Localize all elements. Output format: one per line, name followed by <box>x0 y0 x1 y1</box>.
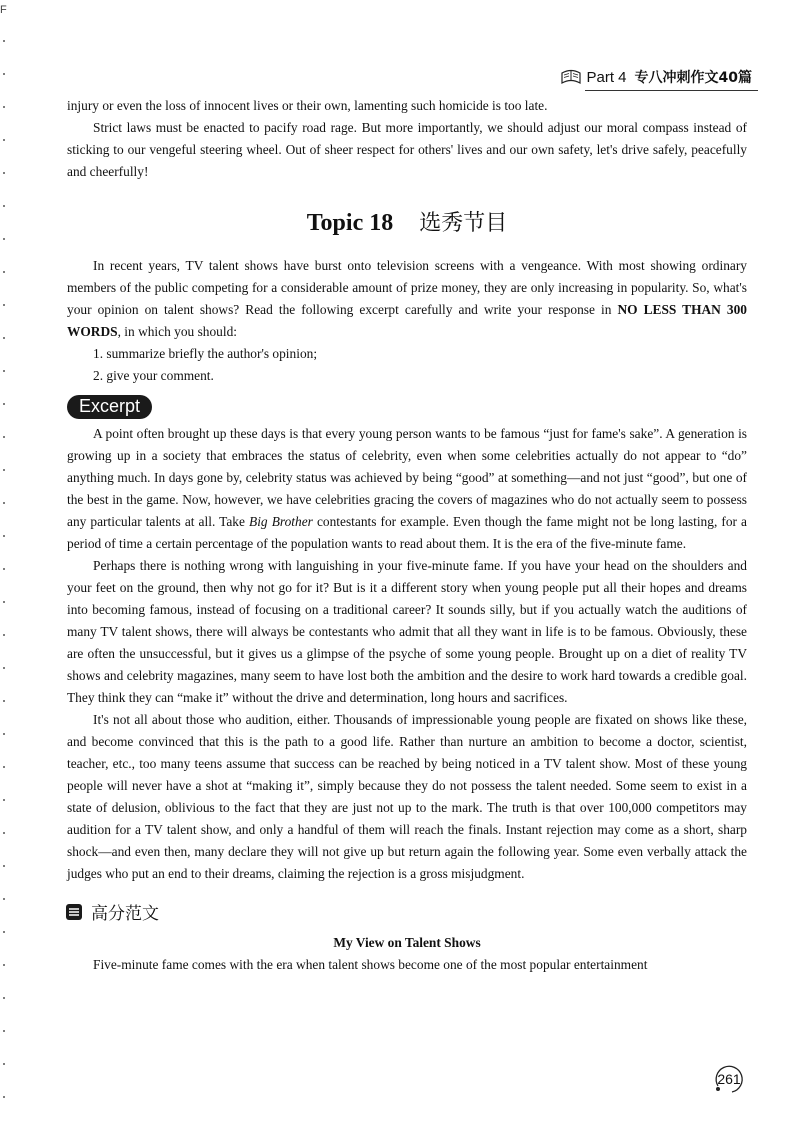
margin-dot <box>3 436 5 438</box>
excerpt-p1-text-a: A point often brought up these days is that every young person wants to be famous “just for fame's sake”. A generation is growing up in a society that embraces the status of celebrity, even when some celebrities actually do not appear to “do” anything much. In days gone by, celebrity status was achieved by being “good” at something—and not just “good”, but one of the best in the game. Now, however, we have celebrities gracing the covers of magazines who do not actually seem to possess any particular talents at all. Take <box>67 426 747 529</box>
margin-dot <box>3 271 5 273</box>
margin-dot <box>3 601 5 603</box>
intro-paragraph-1: injury or even the loss of innocent lives or their own, lamenting such homicide is too late. <box>67 98 548 113</box>
margin-dot <box>3 799 5 801</box>
topic-label: Topic 18 <box>306 210 394 236</box>
topic-title-cn: 选秀节目 <box>419 211 508 236</box>
margin-dot <box>3 733 5 735</box>
essay-title: My View on Talent Shows <box>333 935 481 950</box>
book-logo-icon <box>560 67 582 87</box>
margin-dot <box>3 238 5 240</box>
intro-paragraph-2: Strict laws must be enacted to pacify road rage. But more importantly, we should adjust our moral compass instead of sticking to our vengeful steering wheel. Out of sheer respect for others' lives and our own safety, let's drive safely, peacefully and cheerfully! <box>67 120 747 179</box>
margin-dot <box>3 964 5 966</box>
margin-dot <box>3 139 5 141</box>
margin-dot <box>3 370 5 372</box>
header-part-label: Part 4 <box>586 68 627 86</box>
task-item-1: 1. summarize briefly the author's opinion; <box>93 346 318 361</box>
margin-dot <box>3 700 5 702</box>
excerpt-paragraph-2: Perhaps there is nothing wrong with languishing in your five-minute fame. If you have your head on the shoulders and your feet on the ground, then why not go for it? But is it a different story when young people put all their hopes and dreams into becoming famous, instead of focusing on a traditional career? It sounds silly, but if you actually watch the auditions of many TV talent shows, there will always be contestants who admit that all they want in life is to be famous. Obviously, these are often the unsuccessful, but it gives us a glimpse of the psyche of some young people. Brought up on a diet of reality TV shows and celebrity magazines, many seem to have lost both the ambition and the desire to work hard towards a credible goal. They think they can “make it” without the drive and determination, long hours and sacrifices. <box>67 558 747 705</box>
excerpt-p1-italic: Big Brother <box>249 514 313 529</box>
margin-dot <box>3 502 5 504</box>
corner-mark: F <box>0 4 7 16</box>
task-paragraph <box>67 255 747 343</box>
margin-dot <box>3 1096 5 1098</box>
excerpt-paragraph-3: It's not all about those who audition, either. Thousands of impressionable young people are fixated on shows like these, and become convinced that this is the path to a good life. Rather than nurture an ambition to become a doctor, scientist, teacher, etc., too many teens assume that success can be reached by being noticed in a TV talent show. Most of these young people will never have a shot at “making it”, simply because they do not possess the talent needed. Some seem to exist in a state of delusion, oblivious to the fact that they are just not up to the mark. The truth is that over 100,000 competitors may audition for a TV talent show, and only a handful of them will reach the finals. Instant rejection may come as a short, sharp shock—and even then, many declare they will not give up but return again the following year. Some even verbally attack the judges who put an end to their dreams, claiming the rejection is a gross misjudgment. <box>67 712 747 881</box>
margin-dot <box>3 568 5 570</box>
margin-dot <box>3 535 5 537</box>
margin-dot <box>3 997 5 999</box>
margin-dot <box>3 73 5 75</box>
sample-essay-heading <box>65 899 747 924</box>
running-header <box>560 64 752 90</box>
margin-dot <box>3 172 5 174</box>
margin-dot <box>3 898 5 900</box>
checklist-box-icon <box>65 903 83 921</box>
margin-dot <box>3 832 5 834</box>
essay-first-line: Five-minute fame comes with the era when talent shows become one of the most popular entertainment <box>93 957 648 972</box>
margin-dot <box>3 865 5 867</box>
word-count-requirement: NO LESS THAN 300 WORDS <box>67 302 747 339</box>
margin-dot <box>3 106 5 108</box>
margin-dot <box>3 469 5 471</box>
margin-dot <box>3 667 5 669</box>
margin-dot <box>3 931 5 933</box>
excerpt-p1-text-b: contestants for example. Even though the fame might not be long lasting, for a period of time a certain percentage of the population wants to read about them. It is the era of the five-minute fame. <box>67 514 748 551</box>
task-text: In recent years, TV talent shows have burst onto television screens with a vengeance. With most showing ordinary members of the public competing for a considerable amount of prize money, they are only increasing in popularity. So, what's your opinion on talent shows? Read the following excerpt carefully and write your response in <box>67 258 747 317</box>
page-body <box>67 95 747 976</box>
margin-dot <box>3 337 5 339</box>
margin-dot <box>3 304 5 306</box>
header-book-title: 专八冲刺作文40篇 <box>634 70 752 86</box>
margin-dot <box>3 205 5 207</box>
topic-heading <box>67 206 747 237</box>
excerpt-paragraph-1 <box>67 423 747 555</box>
task-tail: , in which you should: <box>117 324 238 339</box>
excerpt-badge: Excerpt <box>67 395 152 419</box>
margin-dot <box>3 403 5 405</box>
page-number-text: 261 <box>717 1071 741 1087</box>
margin-dot <box>3 40 5 42</box>
header-rule <box>585 90 758 91</box>
page-number <box>712 1062 746 1096</box>
margin-dot <box>3 634 5 636</box>
margin-dot <box>3 1030 5 1032</box>
binding-margin-dots <box>0 0 10 1132</box>
margin-dot <box>3 766 5 768</box>
sample-heading-text: 高分范文 <box>91 904 159 924</box>
task-item-2: 2. give your comment. <box>93 368 214 383</box>
margin-dot <box>3 1063 5 1065</box>
